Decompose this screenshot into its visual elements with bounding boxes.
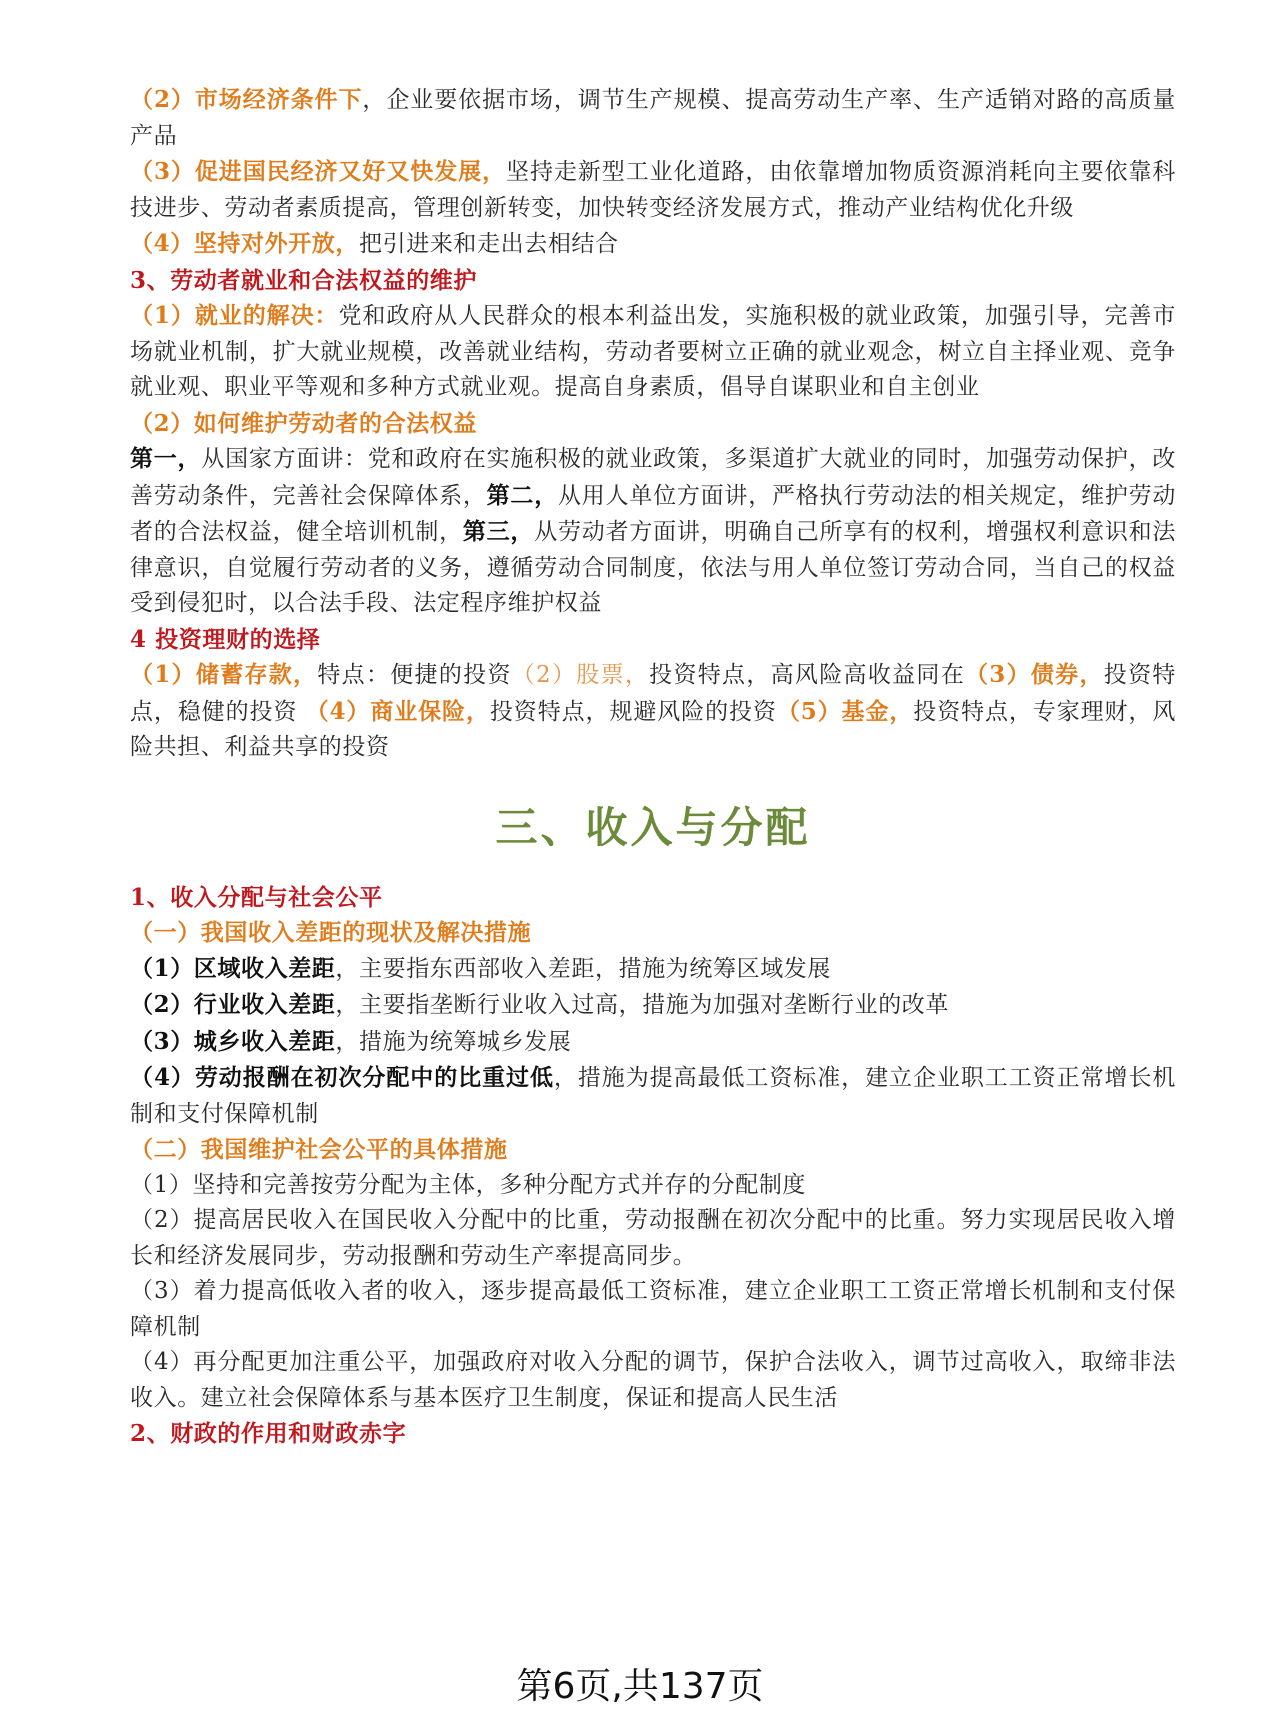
first-label: 第一，: [130, 445, 202, 472]
section-heading-labor: 3、劳动者就业和合法权益的维护: [130, 266, 478, 294]
item-text: ，措施为提高最低工资标准，建立企业职工工资正常增长机制和支付保障机制: [130, 1065, 1176, 1127]
list-item-fairness-4: （4）再分配更加注重公平，加强政府对收入分配的调节，保护合法收入，调节过高收入，取缔非法收入。建立社会保障体系与基本医疗卫生制度，保证和提高人民生活: [130, 1349, 1176, 1411]
list-item-fairness-2: （2）提高居民收入在国民收入分配中的比重，劳动报酬在初次分配中的比重。努力实现居民收入增长和经济发展同步，劳动报酬和劳动生产率提高同步。: [130, 1207, 1176, 1269]
item-label: （3）城乡收入差距: [130, 1027, 336, 1055]
first-text: 从国家方面讲：党和政府在实施积极的就业政策，多渠道扩大就业的同时，加强劳动保护，改善劳动条件，完善社会保障体系，: [130, 446, 1176, 509]
item-label: （1）就业的解决：: [130, 302, 339, 329]
paragraph-opening-up: [130, 226, 1176, 263]
list-item-urban-rural-gap: [130, 1024, 1176, 1061]
item-text: 党和政府从人民群众的根本利益出发，实施积极的就业政策，加强引导，完善市场就业机制，扩大就业规模，改善就业结构，劳动者要树立正确的就业观念，树立自主择业观、竞争就业观、职业平等观和多种方式就业观。提高自身素质，倡导自谋职业和自主创业: [130, 303, 1177, 400]
paragraph-national-economy: [130, 154, 1176, 226]
paragraph-labor-rights: [130, 441, 1176, 622]
savings-label: （1）储蓄存款，: [130, 661, 318, 688]
page-indicator: 第6页,共137页: [516, 1666, 764, 1707]
section-heading-investment: 4 投资理财的选择: [130, 625, 321, 653]
bonds-label: （3）债券，: [965, 661, 1104, 688]
chapter-title: 三、收入与分配: [495, 802, 811, 852]
bonds-text: 投资特点，稳健的投资: [130, 662, 1176, 725]
item-label: （4）劳动报酬在初次分配中的比重过低: [130, 1064, 554, 1091]
subheading-income-gap: （一）我国收入差距的现状及解决措施: [130, 919, 532, 946]
subheading-labor-rights: （2）如何维护劳动者的合法权益: [130, 409, 478, 437]
list-item-regional-gap: [130, 951, 1176, 988]
section-heading-income-distribution: 1、收入分配与社会公平: [130, 883, 383, 911]
second-label: 第二，: [486, 481, 558, 509]
funds-label: （5）基金，: [776, 697, 914, 725]
paragraph-investment: [130, 657, 1176, 766]
stocks-text: 投资特点，高风险高收益同在: [649, 662, 965, 688]
list-item-fairness-3: （3）着力提高低收入者的收入，逐步提高最低工资标准，建立企业职工工资正常增长机制和支付保障机制: [130, 1278, 1176, 1340]
list-item-industry-gap: [130, 987, 1176, 1024]
item-label: （2）市场经济条件下: [130, 86, 363, 113]
second-text: 从用人单位方面讲，严格执行劳动法的相关规定，维护劳动者的合法权益，健全培训机制，: [130, 482, 1177, 545]
document-page: [130, 82, 1176, 1452]
subheading-social-fairness: （二）我国维护社会公平的具体措施: [130, 1136, 508, 1163]
item-text: ，措施为统筹城乡发展: [335, 1028, 572, 1055]
section-heading-finance: 2、财政的作用和财政赤字: [130, 1420, 407, 1447]
paragraph-market-economy: [130, 82, 1176, 154]
item-text: ，主要指东西部收入差距，措施为统筹区域发展: [335, 955, 832, 982]
third-text: 从劳动者方面讲，明确自己所享有的权利，增强权利意识和法律意识，自觉履行劳动者的义务，遵循劳动合同制度，依法与用人单位签订劳动合同，当自己的权益受到侵犯时，以合法手段、法定程序维护权益: [130, 519, 1177, 616]
item-label: （1）区域收入差距: [130, 954, 336, 982]
item-text: ，主要指垄断行业收入过高，措施为加强对垄断行业的改革: [335, 992, 950, 1018]
savings-text: 特点：便捷的投资: [317, 662, 512, 688]
list-item-fairness-1: （1）坚持和完善按劳分配为主体，多种分配方式并存的分配制度: [130, 1171, 807, 1198]
item-text: ，企业要依据市场，调节生产规模、提高劳动生产率、生产适销对路的高质量产品: [130, 87, 1176, 149]
paragraph-employment: [130, 298, 1176, 406]
funds-text: 投资特点，专家理财，风险共担、利益共享的投资: [130, 698, 1176, 760]
item-text: 把引进来和走出去相结合: [359, 231, 619, 257]
insurance-label: （4）商业保险，: [305, 697, 490, 725]
insurance-text: 投资特点，规避风险的投资: [489, 698, 777, 725]
item-text: 坚持走新型工业化道路，由依靠增加物质资源消耗向主要依靠科技进步、劳动者素质提高，管理创新转变，加快转变经济发展方式，推动产业结构优化升级: [130, 159, 1176, 221]
stocks-label: （2）股票，: [511, 662, 650, 688]
item-label: （3）促进国民经济又好又快发展，: [130, 158, 507, 185]
list-item-labor-share: [130, 1060, 1176, 1132]
item-label: （2）行业收入差距: [130, 991, 336, 1018]
third-label: 第三，: [462, 518, 535, 545]
item-label: （4）坚持对外开放，: [130, 230, 360, 257]
